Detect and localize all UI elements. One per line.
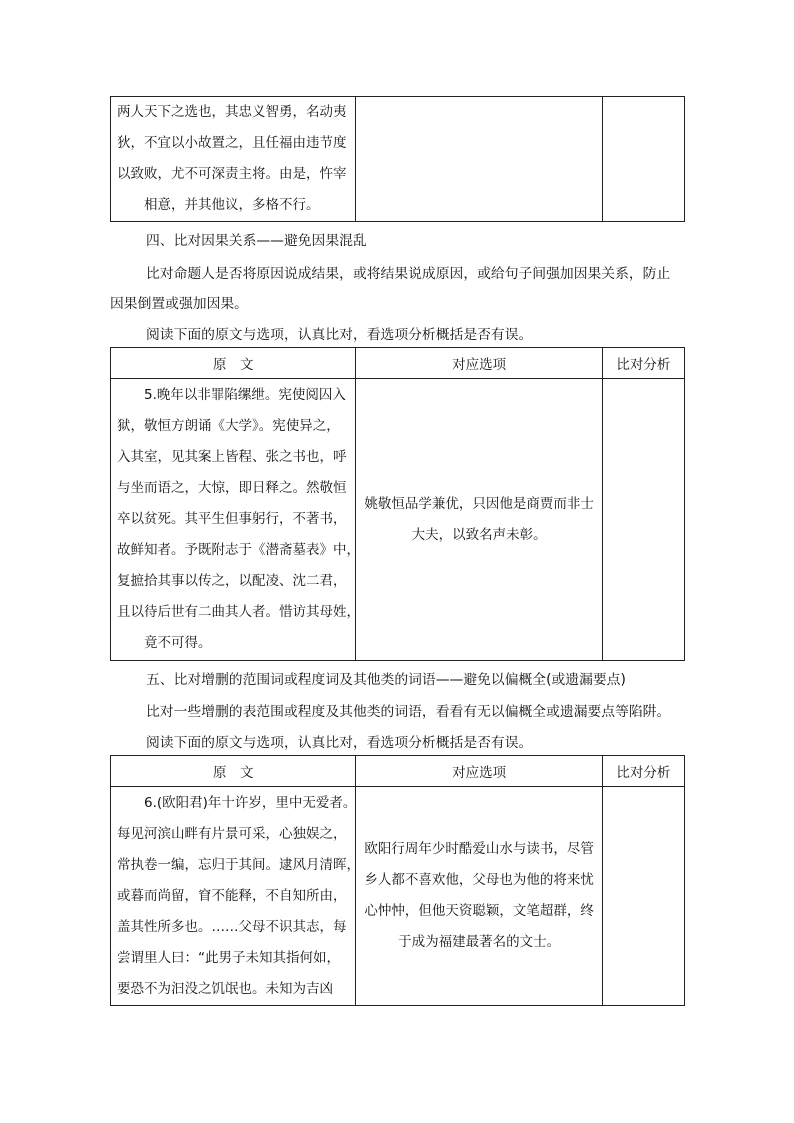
original-line: 与坐而语之，大惊，即日释之。然敬恒 (117, 480, 347, 496)
original-line: 尝谓里人曰：“此男子未知其指何如， (117, 949, 340, 966)
header-option: 对应选项 (356, 348, 602, 379)
original-line: 复摭拾其事以传之，以配凌、沈二君， (117, 573, 347, 589)
section-description: 比对命题人是否将原因说成结果，或将结果说成原因，或给句子间强加因果关系，防止 (146, 266, 671, 282)
original-line: 入其室，见其案上皆程、张之书也，呼 (117, 449, 347, 465)
option-line: 心忡忡，但他天资聪颖，文笔超群，终 (364, 903, 594, 919)
option-line: 大夫，以致名声未彰。 (411, 526, 547, 543)
original-text-cell (111, 787, 360, 1006)
analysis-cell (602, 97, 684, 222)
original-text-cell (111, 97, 356, 222)
section-heading: 四、比对因果关系——避免因果混乱 (146, 233, 367, 249)
table-row (111, 379, 685, 661)
option-line: 欧阳行周年少时酷爱山水与读书，尽管 (364, 841, 594, 857)
header-analysis: 比对分析 (602, 348, 684, 379)
table-header-row (111, 348, 685, 379)
header-analysis: 比对分析 (602, 756, 684, 787)
table-header-row (111, 756, 685, 787)
option-line: 姚敬恒品学兼优，只因他是商贾而非士 (364, 495, 594, 512)
original-line: 且以待后世有二曲其人者。惜访其母姓， (117, 604, 360, 620)
original-line: 或暮而尚留，窅不能释，不自知所由， (117, 887, 347, 904)
original-line: 狱，敬恒方朗诵《大学》。宪使异之， (117, 418, 340, 434)
option-cell (356, 787, 602, 1006)
table-continuation (110, 96, 685, 222)
original-line: 两人天下之选也，其忠义智勇，名动夷 (117, 104, 347, 120)
instruction-text: 阅读下面的原文与选项，认真比对，看选项分析概括是否有误。 (146, 327, 533, 343)
table-row (111, 787, 685, 1006)
original-line: 6.(欧阳君)年十许岁，里中无爱者。 (144, 794, 357, 811)
comparison-table-6 (110, 755, 685, 1006)
original-line: 竟不可得。 (144, 635, 212, 651)
original-line: 每见河滨山畔有片景可采，心独娱之， (117, 825, 347, 842)
original-line: 卒以贫死。其平生但事躬行，不著书， (117, 511, 347, 527)
original-line: 狄，不宜以小故置之，且任福由违节度 (117, 135, 347, 151)
instruction-text: 阅读下面的原文与选项，认真比对，看选项分析概括是否有误。 (146, 735, 533, 751)
table-row (111, 97, 685, 222)
original-text-cell (111, 379, 360, 661)
original-line: 盖其性所多也。……父母不识其志，每 (117, 918, 347, 935)
original-line: 5.晚年以非罪陷缧绁。宪使阅囚入 (144, 387, 346, 403)
analysis-cell (602, 787, 684, 1006)
header-original: 原 文 (111, 756, 356, 787)
analysis-cell (602, 379, 684, 661)
option-cell (356, 97, 602, 222)
original-line: 故鲜知者。予既附志于《潜斋墓表》中， (117, 542, 360, 558)
option-line: 乡人都不喜欢他，父母也为他的将来忧 (364, 872, 594, 888)
section-heading: 五、比对增删的范围词或程度词及其他类的词语——避免以偏概全(或遗漏要点) (146, 672, 626, 688)
original-line: 常执卷一编，忘归于其间。逮风月清晖， (117, 856, 360, 873)
original-line: 要恐不为汩没之饥氓也。未知为吉凶 (117, 980, 333, 997)
original-line: 相意，并其他议，多格不行。 (144, 197, 320, 213)
header-original: 原 文 (111, 348, 356, 379)
section-description: 因果倒置或强加因果。 (110, 296, 248, 312)
comparison-table-5 (110, 347, 685, 661)
section-description: 比对一些增删的表范围或程度及其他类的词语，看看有无以偏概全或遗漏要点等陷阱。 (146, 704, 671, 720)
original-line: 以致败，尤不可深责主将。由是，忤宰 (117, 166, 347, 182)
option-line: 于成为福建最著名的文士。 (398, 934, 561, 950)
header-option: 对应选项 (356, 756, 602, 787)
option-cell (356, 379, 602, 661)
